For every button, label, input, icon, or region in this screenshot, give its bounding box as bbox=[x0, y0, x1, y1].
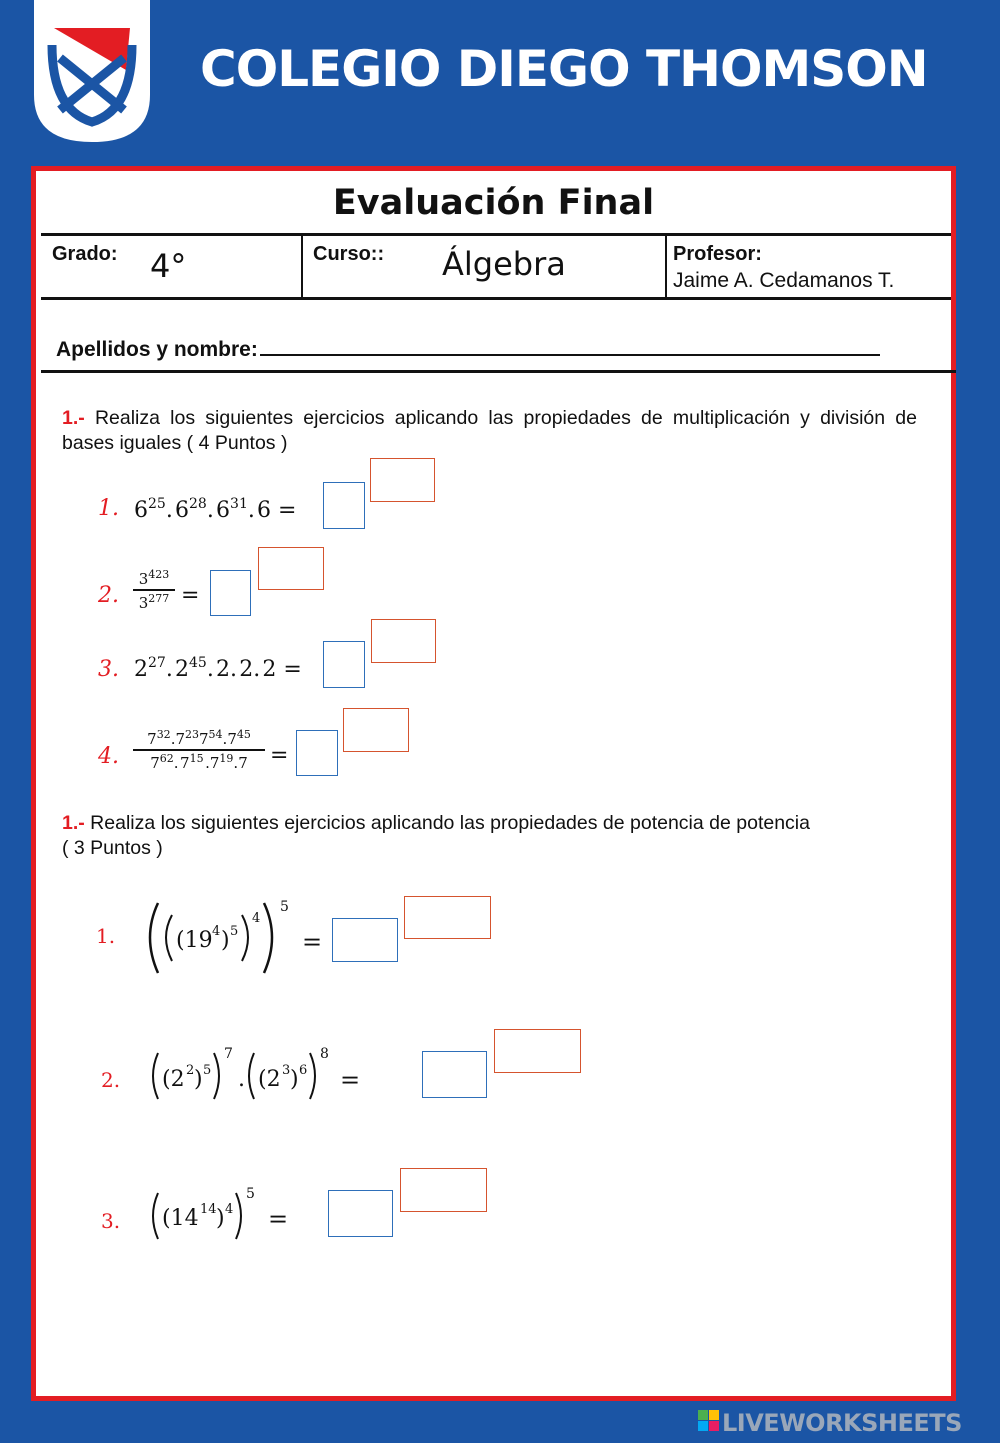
section1-text: Realiza los siguientes ejercicios aplicando las propiedades de multiplicación y división de bases iguales ( 4 Puntos ) bbox=[62, 407, 917, 454]
student-name-label: Apellidos y nombre: bbox=[56, 338, 258, 361]
item-number: 3. bbox=[98, 657, 119, 682]
hint-box[interactable] bbox=[400, 1168, 487, 1212]
svg-text:=: = bbox=[302, 928, 323, 956]
svg-text:4: 4 bbox=[225, 1202, 234, 1217]
school-logo bbox=[34, 0, 150, 142]
svg-text:=: = bbox=[340, 1066, 361, 1094]
item-number: 1. bbox=[98, 496, 119, 521]
section1-number: 1.- bbox=[62, 407, 85, 429]
svg-text:): ) bbox=[216, 1206, 225, 1231]
svg-text:2: 2 bbox=[186, 1063, 195, 1078]
svg-text:(2: (2 bbox=[162, 1067, 185, 1092]
grado-label: Grado: bbox=[52, 243, 118, 265]
svg-text:): ) bbox=[221, 928, 230, 953]
section1-instruction bbox=[62, 406, 917, 456]
answer-box[interactable] bbox=[332, 918, 398, 962]
svg-text:4: 4 bbox=[252, 911, 261, 926]
hint-box[interactable] bbox=[404, 896, 491, 939]
item-number: 2. bbox=[98, 583, 119, 608]
divider bbox=[665, 235, 667, 297]
liveworksheets-logo-icon bbox=[698, 1410, 720, 1432]
hint-box[interactable] bbox=[371, 619, 436, 663]
answer-box[interactable] bbox=[323, 482, 365, 529]
svg-text:8: 8 bbox=[320, 1046, 329, 1062]
svg-text:3: 3 bbox=[282, 1063, 291, 1078]
svg-text:): ) bbox=[290, 1067, 299, 1092]
divider bbox=[41, 370, 956, 373]
hint-box[interactable] bbox=[494, 1029, 581, 1073]
liveworksheets-brand: LIVEWORKSHEETS bbox=[722, 1409, 962, 1437]
svg-text:.: . bbox=[238, 1067, 245, 1092]
item-number: 1. bbox=[96, 924, 116, 948]
svg-text:5: 5 bbox=[246, 1186, 255, 1202]
exam-sheet bbox=[31, 166, 956, 1401]
fraction: $7^{32}.7^{23}7^{54}.7^{45}$ $7^{62}$. $7^{15}$ $.7^{19}.7$ bbox=[133, 728, 265, 772]
hint-box[interactable] bbox=[343, 708, 409, 752]
divider bbox=[301, 235, 303, 297]
svg-text:=: = bbox=[268, 1205, 289, 1233]
fraction: $3^{423}$ $3^{277}$ bbox=[133, 568, 175, 612]
svg-text:): ) bbox=[194, 1067, 203, 1092]
divider bbox=[41, 297, 951, 300]
svg-text:4: 4 bbox=[212, 924, 221, 939]
divider bbox=[41, 233, 951, 236]
student-name-blank bbox=[260, 334, 880, 356]
svg-text:5: 5 bbox=[203, 1063, 212, 1078]
answer-box[interactable] bbox=[328, 1190, 393, 1237]
grado-value: 4° bbox=[150, 247, 187, 285]
answer-box[interactable] bbox=[323, 641, 365, 688]
hint-box[interactable] bbox=[258, 547, 324, 590]
profesor-name: Jaime A. Cedamanos T. bbox=[673, 269, 895, 292]
section2-text: Realiza los siguientes ejercicios aplicando las propiedades de potencia de potencia bbox=[84, 812, 810, 834]
product-power-expression bbox=[144, 1041, 424, 1111]
curso-value: Álgebra bbox=[442, 245, 566, 283]
equals-sign: = bbox=[270, 743, 289, 768]
answer-box[interactable] bbox=[422, 1051, 487, 1098]
section2-points: ( 3 Puntos ) bbox=[62, 837, 163, 859]
answer-box[interactable] bbox=[210, 570, 251, 616]
curso-label: Curso:: bbox=[313, 243, 385, 265]
expression: $6^{25}$. $6^{28}$. $6^{31}$. 6 = bbox=[134, 496, 297, 523]
svg-text:5: 5 bbox=[280, 899, 289, 915]
expression: $2^{27}$. $2^{45}$. 2. 2. 2 = bbox=[134, 655, 302, 682]
nested-power-expression bbox=[144, 895, 334, 980]
svg-text:6: 6 bbox=[299, 1063, 308, 1078]
item-number: 3. bbox=[101, 1209, 121, 1233]
hint-box[interactable] bbox=[370, 458, 435, 502]
svg-text:5: 5 bbox=[230, 924, 239, 939]
profesor-label: Profesor: bbox=[673, 243, 762, 265]
school-name: COLEGIO DIEGO THOMSON bbox=[200, 40, 928, 98]
item-number: 2. bbox=[101, 1068, 121, 1092]
section2-number: 1.- bbox=[62, 812, 85, 834]
section2-instruction bbox=[62, 811, 917, 861]
equals-sign: = bbox=[181, 583, 200, 608]
svg-text:(14: (14 bbox=[162, 1206, 199, 1231]
svg-text:(2: (2 bbox=[258, 1067, 281, 1092]
answer-box[interactable] bbox=[296, 730, 338, 776]
svg-text:14: 14 bbox=[200, 1202, 217, 1217]
student-name-line bbox=[56, 334, 880, 362]
svg-text:(19: (19 bbox=[176, 928, 213, 953]
svg-text:7: 7 bbox=[224, 1046, 233, 1062]
exam-title: Evaluación Final bbox=[332, 183, 655, 223]
item-number: 4. bbox=[98, 744, 119, 769]
